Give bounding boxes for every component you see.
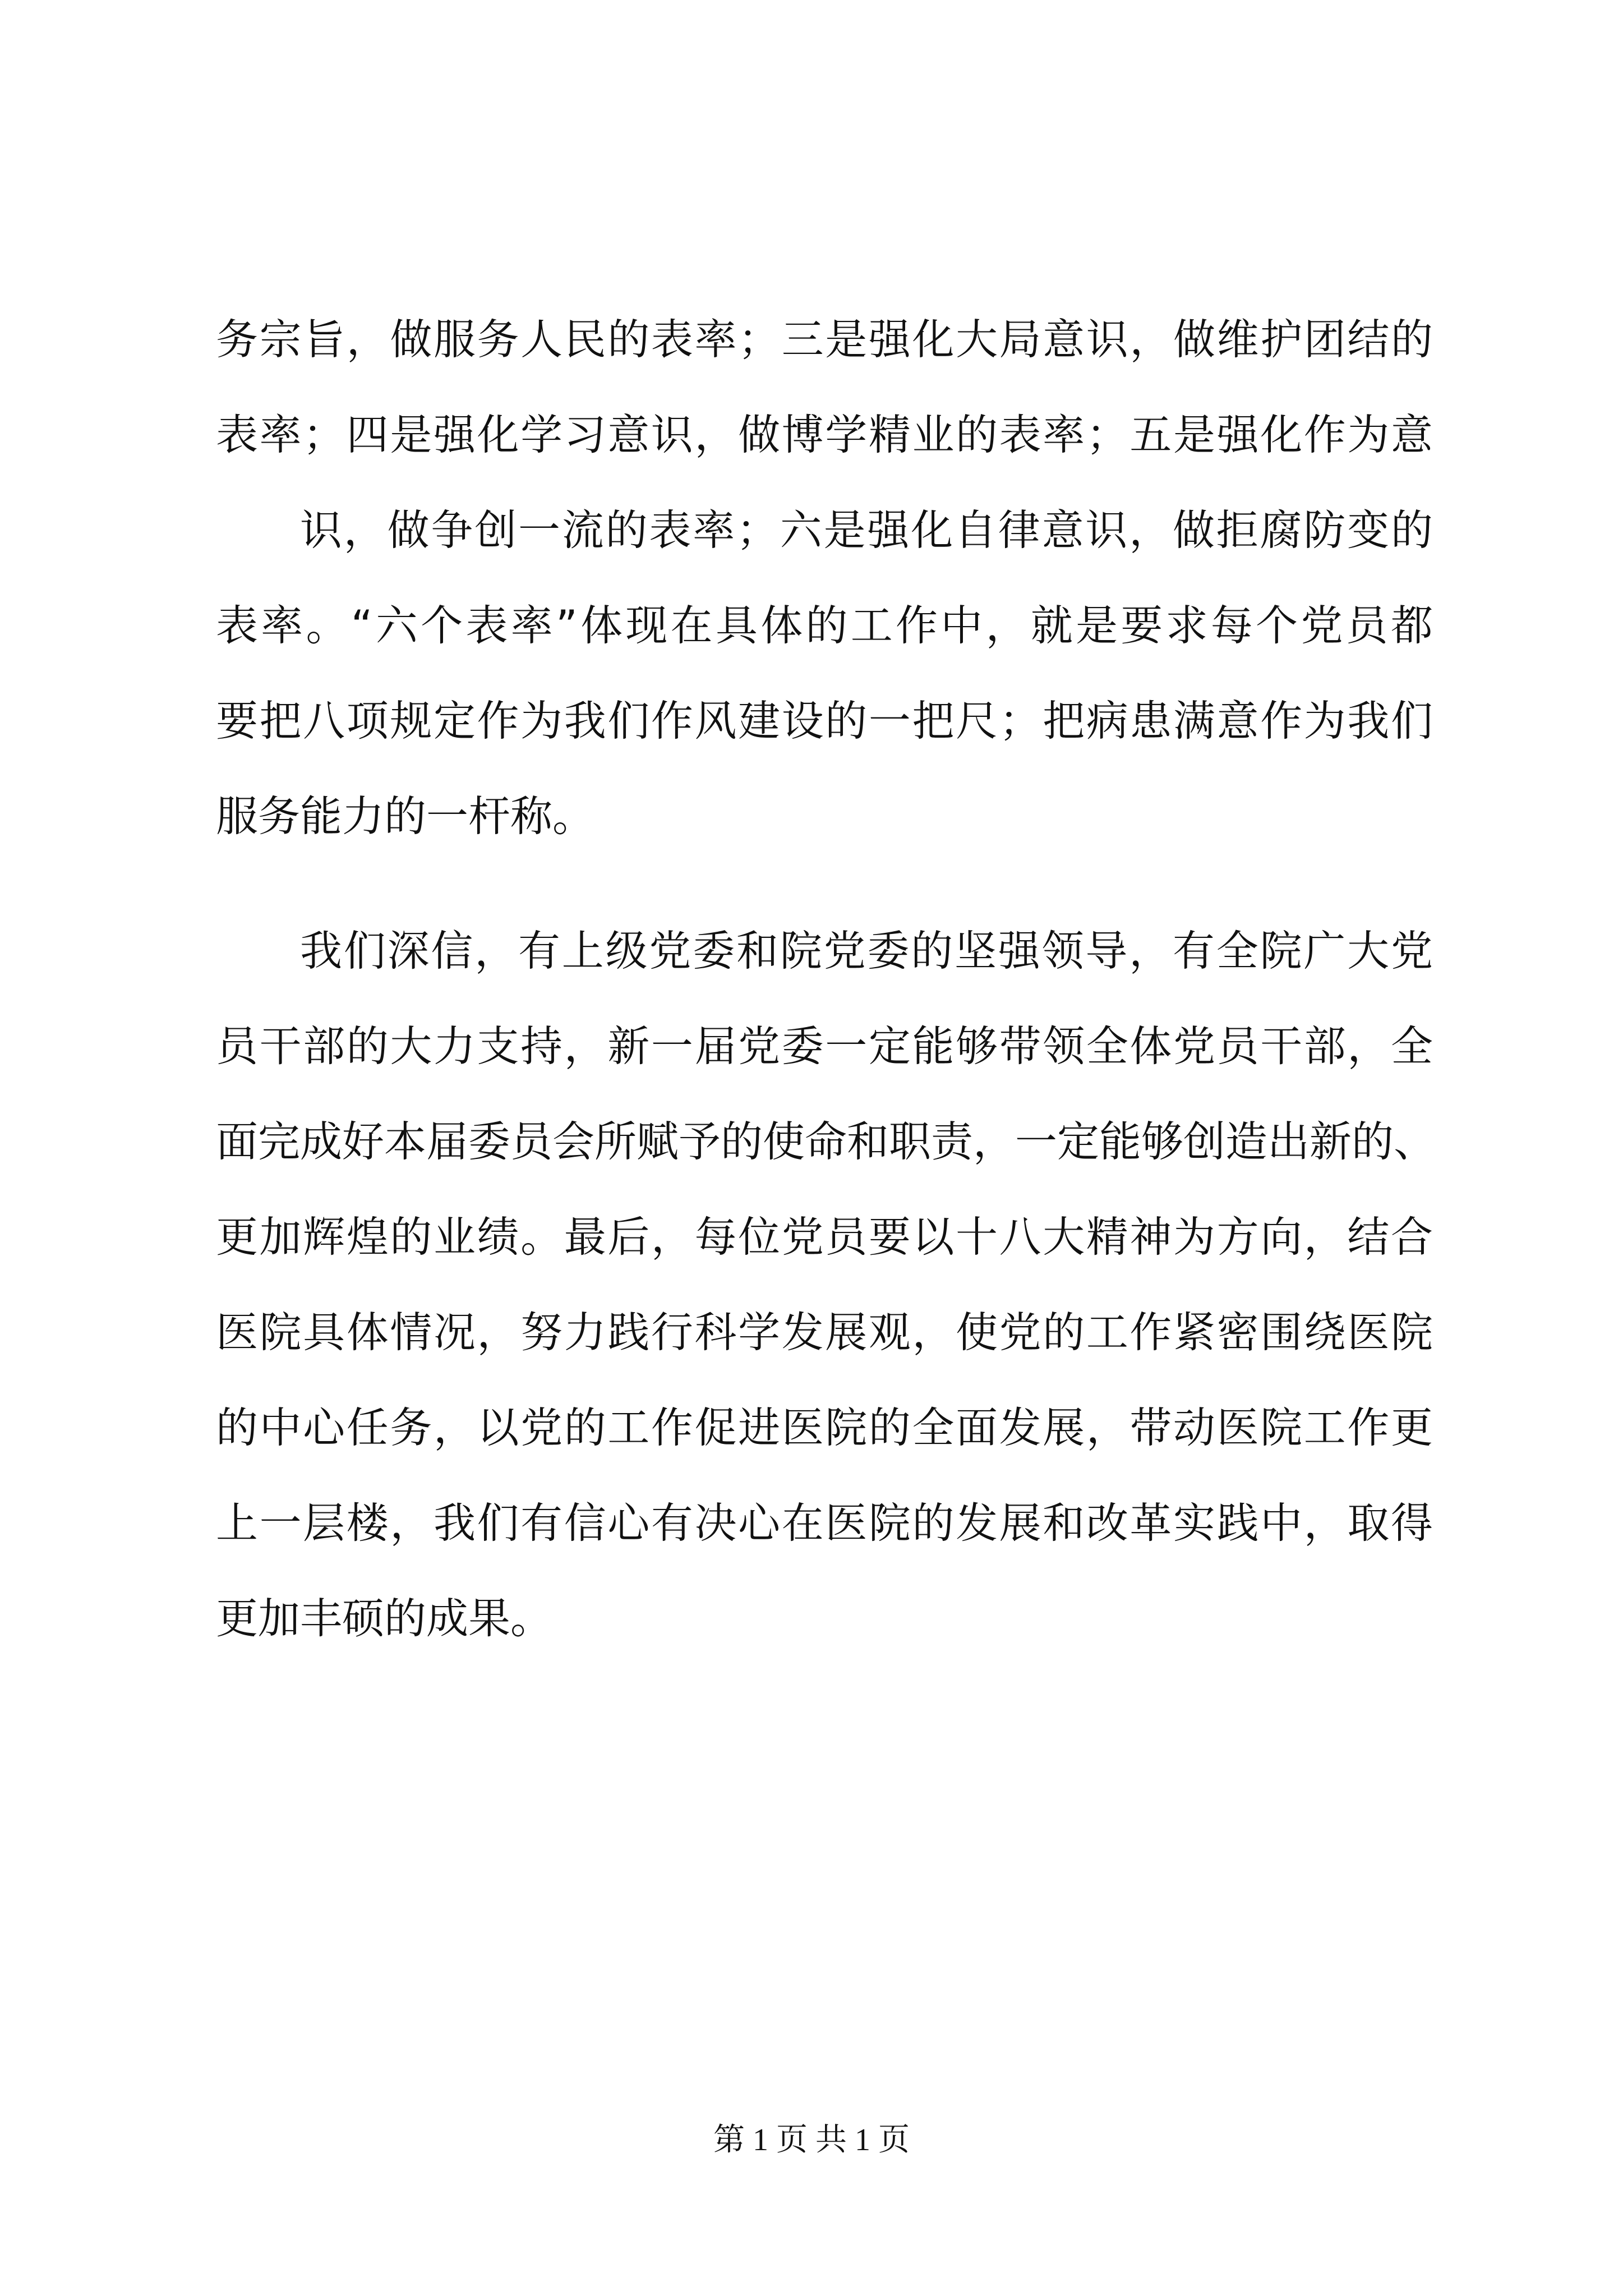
body-text-line: 表率；四是强化学习意识，做博学精业的表率；五是强化作为意: [216, 410, 1433, 459]
body-text-line: 上一层楼，我们有信心有决心在医院的发展和改革实践中，取得: [216, 1498, 1433, 1548]
body-text-line: 员干部的大力支持，新一届党委一定能够带领全体党员干部，全: [216, 1022, 1433, 1071]
body-text-line: 识，做争创一流的表率；六是强化自律意识，做拒腐防变的: [300, 505, 1433, 555]
body-text-line: 更加丰硕的成果。: [216, 1594, 553, 1643]
paragraph-first-line: 我们深信，有上级党委和院党委的坚强领导，有全院广大党: [300, 926, 1433, 976]
body-text-line: 更加辉煌的业绩。最后，每位党员要以十八大精神为方向，结合: [216, 1212, 1433, 1262]
body-text-line: 务宗旨，做服务人民的表率；三是强化大局意识，做维护团结的: [216, 315, 1433, 364]
body-text-line: 表率。“六个表率”体现在具体的工作中，就是要求每个党员都: [216, 601, 1433, 650]
body-text-line: 服务能力的一杆称。: [216, 792, 595, 841]
body-text-line: 面完成好本届委员会所赋予的使命和职责，一定能够创造出新的、: [216, 1117, 1436, 1166]
body-text-line: 的中心任务，以党的工作促进医院的全面发展，带动医院工作更: [216, 1403, 1433, 1452]
body-text-line: 要把八项规定作为我们作风建设的一把尺；把病患满意作为我们: [216, 696, 1433, 746]
page-number-footer: 第 1 页 共 1 页: [713, 2123, 910, 2157]
body-text-line: 医院具体情况，努力践行科学发展观，使党的工作紧密围绕医院: [216, 1308, 1433, 1357]
